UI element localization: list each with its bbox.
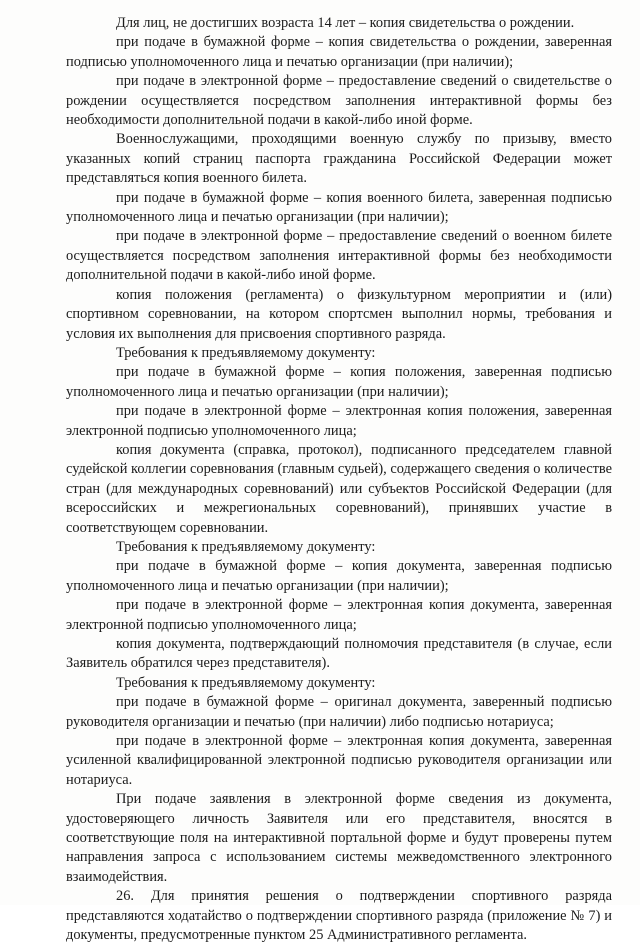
paragraph-section-26: 26. Для принятия решения о подтверждении спортивного разряда представляются ходатайство о подтверждении спортивного разряда (приложение № 7) и документы, предусмотренные пунктом 25 Административного регламента. — [66, 888, 612, 944]
paragraph-electronic-birth-certificate: при подаче в электронной форме – предоставление сведений о свидетельстве о рождении осуществляется посредством заполнения интерактивной формы без необходимости дополнительной подачи в какой-либо иной форме. — [66, 73, 612, 129]
paragraph-requirements-heading: Требования к предъявляемому документу: — [116, 674, 376, 691]
paragraph-paper-military-id: при подаче в бумажной форме – копия военного билета, заверенная подписью уполномоченного лица и печатью организации (при наличии); — [66, 189, 612, 226]
paragraph-birth-certificate: Для лиц, не достигших возраста 14 лет – копия свидетельства о рождении. — [116, 15, 575, 31]
paragraph-paper-regulation: при подаче в бумажной форме – копия положения, заверенная подписью уполномоченного лица и печатью организации (при наличии); — [66, 364, 612, 400]
paragraph-electronic-authority: при подаче в электронной форме – электронная копия документа, заверенная усиленной квалифицированной электронной подписью руководителя организации или нотариуса. — [66, 733, 612, 788]
paragraph-representative-authority: копия документа, подтверждающий полномочия представителя (в случае, если Заявитель обратился через представителя). — [66, 636, 612, 672]
paragraph-electronic-identity: При подаче заявления в электронной форме сведения из документа, удостоверяющего личность Заявителя или его представителя, вносятся в соответствующие поля на интерактивной портальной форме и будут проверены путем направления запроса с использованием системы межведомственного электронного взаимодействия. — [66, 791, 612, 885]
paragraph-protocol-copy: копия документа (справка, протокол), подписанного председателем главной судейской коллегии соревнования (главным судьей), содержащего сведения о количестве стран (для международных соревнований) или субъектов Российской Федерации (для всероссийских и межрегиональных соревнований), принявших участие в соответствующем соревновании. — [66, 441, 612, 536]
paragraph-requirements-heading: Требования к предъявляемому документу: — [116, 538, 376, 555]
paragraph-requirements-heading: Требования к предъявляемому документу: — [116, 344, 376, 361]
paragraph-military-service: Военнослужащими, проходящими военную службу по призыву, вместо указанных копий страниц паспорта гражданина Российской Федерации может представляться копия военного билета. — [66, 131, 612, 187]
paragraph-paper-protocol: при подаче в бумажной форме – копия документа, заверенная подписью уполномоченного лица и печатью организации (при наличии); — [66, 558, 612, 594]
paragraph-electronic-military-id: при подаче в электронной форме – предоставление сведений о военном билете осуществляется посредством заполнения интерактивной формы без необходимости дополнительной подачи в какой-либо иной форме. — [66, 228, 612, 284]
paragraph-paper-birth-certificate: при подаче в бумажной форме – копия свидетельства о рождении, заверенная подписью уполномоченного лица и печатью организации (при наличии); — [66, 34, 612, 70]
paragraph-paper-authority: при подаче в бумажной форме – оригинал документа, заверенный подписью руководителя организации и печатью (при наличии) либо подписью нотариуса; — [66, 694, 612, 730]
paragraph-electronic-regulation: при подаче в электронной форме – электронная копия положения, заверенная электронной подписью уполномоченного лица; — [66, 403, 612, 439]
paragraph-electronic-protocol: при подаче в электронной форме – электронная копия документа, заверенная электронной подписью уполномоченного лица; — [66, 597, 612, 633]
paragraph-regulation-copy: копия положения (регламента) о физкультурном мероприятии и (или) спортивном соревновании, на котором спортсмен выполнил нормы, требования и условия их выполнения для присвоения спортивного разряда. — [66, 286, 612, 342]
